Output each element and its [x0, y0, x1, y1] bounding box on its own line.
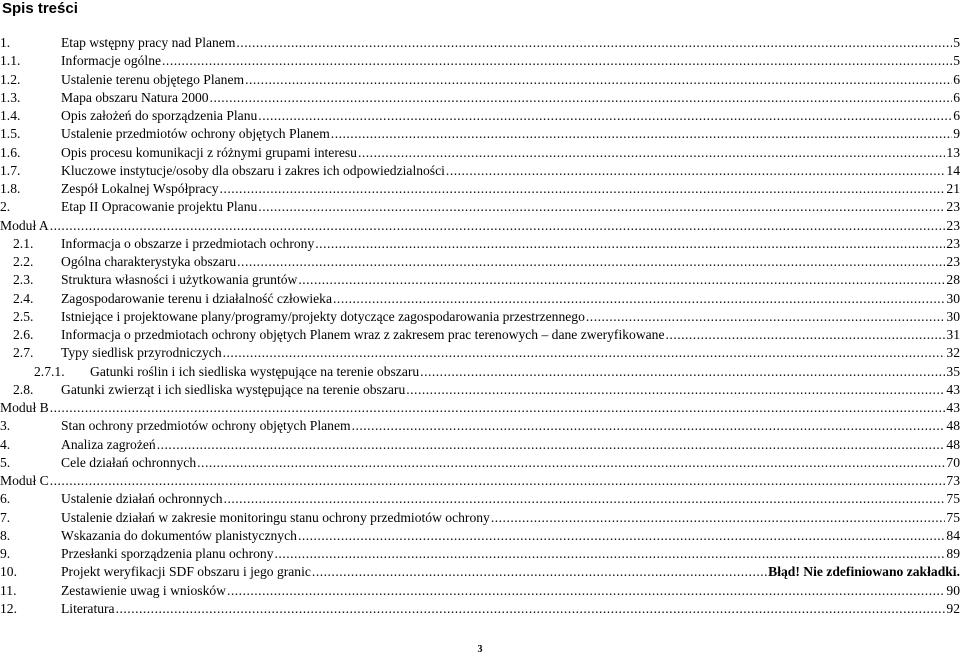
toc-entry-page: 73	[946, 473, 960, 488]
toc-entry-label: Moduł B	[0, 400, 49, 415]
toc-entry-label: Wskazania do dokumentów planistycznych	[61, 527, 297, 543]
toc-dot-leader	[406, 381, 945, 399]
toc-entry-number: 1.	[0, 35, 11, 50]
toc-entry-label: Opis procesu komunikacji z różnymi grupami interesu	[61, 144, 357, 160]
toc-entry-page: 13	[946, 144, 960, 160]
toc-entry-page: 6	[953, 89, 960, 105]
toc-entry-label: Ustalenie terenu objętego Planem	[61, 71, 245, 87]
toc-entry-page: 14	[946, 162, 960, 178]
toc-entry-page: 48	[946, 436, 960, 452]
toc-entry[interactable]	[0, 417, 960, 435]
toc-entry-page: 30	[946, 308, 960, 324]
toc-entry-page: Błąd! Nie zdefiniowano zakładki.	[768, 564, 960, 580]
toc-dot-leader	[312, 563, 767, 581]
toc-entry-page: 5	[953, 35, 960, 50]
toc-entry[interactable]	[0, 454, 960, 472]
toc-entry[interactable]	[0, 527, 960, 545]
toc-entry[interactable]	[0, 545, 960, 563]
toc-entry[interactable]	[0, 144, 960, 162]
toc-entry[interactable]	[0, 235, 960, 253]
toc-entry-label: Istniejące i projektowane plany/programy/projekty dotyczące zagospodarowania przestrzennego	[61, 308, 585, 324]
toc-dot-leader	[446, 162, 945, 180]
toc-entry-number: 1.2.	[0, 71, 21, 87]
toc-entry-number: 2.7.	[13, 345, 34, 361]
toc-entry-label: Mapa obszaru Natura 2000	[61, 89, 209, 105]
page-number: 3	[477, 644, 483, 655]
toc-entry-number: 1.4.	[0, 108, 21, 123]
toc-dot-leader	[258, 198, 945, 216]
toc-entry-page: 21	[946, 181, 960, 196]
toc-entry-page: 48	[946, 418, 960, 434]
toc-entry-label: Ogólna charakterystyka obszaru	[61, 254, 237, 269]
toc-entry-label: Struktura własności i użytkowania gruntów	[61, 272, 298, 288]
toc-dot-leader	[666, 326, 946, 344]
toc-entry-number: 6.	[0, 491, 11, 507]
toc-entry-page: 23	[946, 235, 960, 251]
toc-entry-number: 2.1.	[13, 235, 34, 251]
toc-entry[interactable]	[0, 344, 960, 362]
toc-dot-leader	[220, 180, 946, 198]
toc-entry[interactable]	[0, 253, 960, 271]
toc-dot-leader	[491, 509, 946, 527]
toc-entry-page: 6	[953, 108, 960, 123]
toc-entry-page: 92	[946, 600, 960, 616]
toc-dot-leader	[258, 107, 952, 125]
toc-entry-page: 5	[953, 53, 960, 69]
toc-dot-leader	[227, 582, 945, 600]
toc-dot-leader	[223, 344, 946, 362]
toc-entry-number: 7.	[0, 509, 11, 525]
toc-entry-page: 90	[946, 582, 960, 598]
toc-entry[interactable]	[0, 107, 960, 125]
toc-dot-leader	[275, 545, 946, 563]
toc-entry-page: 23	[946, 199, 960, 215]
toc-dot-leader	[298, 271, 945, 289]
toc-entry-number: 1.1.	[0, 53, 21, 69]
toc-entry-page: 89	[946, 546, 960, 561]
toc-entry-label: Stan ochrony przedmiotów ochrony objętych Planem	[61, 418, 351, 434]
toc-entry-number: 10.	[0, 564, 17, 580]
toc-entry[interactable]	[0, 89, 960, 107]
toc-dot-leader	[331, 125, 952, 143]
toc-entry-number: 2.6.	[13, 327, 34, 342]
toc-dot-leader	[420, 363, 945, 381]
toc-entry-page: 9	[953, 126, 960, 142]
toc-entry-page: 35	[946, 363, 960, 379]
toc-entry-number: 1.5.	[0, 126, 21, 142]
toc-dot-leader	[50, 399, 946, 417]
toc-entry-label: Zespół Lokalnej Współpracy	[61, 181, 219, 196]
toc-entry-label: Ustalenie działań w zakresie monitoringu stanu ochrony przedmiotów ochrony	[61, 509, 490, 525]
toc-entry-label: Cele działań ochronnych	[61, 454, 197, 470]
toc-entry-label: Gatunki roślin i ich siedliska występujące na terenie obszaru	[90, 363, 420, 379]
toc-dot-leader	[586, 308, 946, 326]
toc-entry-number: 3.	[0, 418, 11, 434]
toc-entry-number: 1.7.	[0, 162, 21, 178]
toc-entry-page: 75	[946, 509, 960, 525]
toc-entry[interactable]	[0, 582, 960, 600]
table-of-contents	[0, 34, 960, 618]
toc-dot-leader	[157, 436, 946, 454]
toc-entry-label: Ustalenie przedmiotów ochrony objętych Planem	[61, 126, 330, 142]
toc-entry[interactable]	[0, 563, 960, 581]
toc-entry-number: 2.5.	[13, 308, 34, 324]
toc-entry-label: Gatunki zwierząt i ich siedliska występujące na terenie obszaru	[61, 381, 406, 397]
toc-entry[interactable]	[0, 271, 960, 289]
toc-entry[interactable]	[0, 490, 960, 508]
toc-entry-number: 2.7.1.	[34, 363, 65, 379]
toc-entry-number: 4.	[0, 436, 11, 452]
toc-dot-leader	[358, 144, 945, 162]
toc-entry[interactable]	[0, 381, 960, 399]
toc-entry-number: 12.	[0, 600, 17, 616]
toc-entry-number: 2.8.	[13, 381, 34, 397]
toc-dot-leader	[333, 290, 945, 308]
toc-entry-label: Zagospodarowanie terenu i działalność człowieka	[61, 290, 333, 306]
toc-entry-label: Przesłanki sporządzenia planu ochrony	[61, 546, 274, 561]
toc-dot-leader	[224, 490, 946, 508]
toc-dot-leader	[50, 217, 946, 235]
toc-dot-leader	[236, 34, 952, 52]
toc-entry-label: Informacja o przedmiotach ochrony objętych Planem wraz z zakresem prac terenowych – dane zweryfikowane	[61, 327, 665, 342]
toc-entry-label: Etap II Opracowanie projektu Planu	[61, 199, 258, 215]
toc-entry-label: Kluczowe instytucje/osoby dla obszaru i zakres ich odpowiedzialności	[61, 162, 445, 178]
toc-entry-label: Typy siedlisk przyrodniczych	[61, 345, 222, 361]
toc-entry-number: 1.3.	[0, 89, 21, 105]
toc-entry-label: Opis założeń do sporządzenia Planu	[61, 108, 258, 123]
toc-entry-number: 2.2.	[13, 254, 34, 269]
toc-entry[interactable]	[0, 326, 960, 344]
toc-entry-page: 23	[946, 254, 960, 269]
toc-entry-label: Etap wstępny pracy nad Planem	[61, 35, 236, 50]
toc-entry-number: 2.	[0, 199, 11, 215]
toc-entry[interactable]	[0, 162, 960, 180]
toc-dot-leader	[197, 454, 945, 472]
toc-entry-number: 8.	[0, 527, 11, 543]
toc-entry-page: 30	[946, 290, 960, 306]
toc-entry[interactable]	[0, 34, 960, 52]
toc-entry-page: 6	[953, 71, 960, 87]
toc-entry-page: 43	[946, 381, 960, 397]
toc-entry-label: Ustalenie działań ochronnych	[61, 491, 223, 507]
toc-entry-label: Analiza zagrożeń	[61, 436, 156, 452]
toc-entry-page: 32	[946, 345, 960, 361]
toc-entry-number: 5.	[0, 454, 11, 470]
toc-entry-page: 43	[946, 400, 960, 415]
toc-entry-label: Projekt weryfikacji SDF obszaru i jego granic	[61, 564, 311, 580]
toc-entry[interactable]	[0, 600, 960, 618]
toc-entry-page: 31	[946, 327, 960, 342]
toc-dot-leader	[352, 417, 946, 435]
toc-entry-page: 28	[946, 272, 960, 288]
toc-entry-label: Informacja o obszarze i przedmiotach ochrony	[61, 235, 315, 251]
toc-entry-number: 1.6.	[0, 144, 21, 160]
toc-entry-label: Moduł A	[0, 217, 49, 233]
toc-entry-number: 1.8.	[0, 181, 21, 196]
toc-entry[interactable]	[0, 217, 960, 235]
toc-entry-page: 23	[946, 217, 960, 233]
toc-entry-number: 2.4.	[13, 290, 34, 306]
toc-entry[interactable]	[0, 125, 960, 143]
toc-entry[interactable]	[0, 180, 960, 198]
toc-dot-leader	[237, 253, 945, 271]
toc-title: Spis treści	[2, 0, 78, 17]
toc-entry-page: 84	[946, 527, 960, 543]
toc-entry-number: 11.	[0, 582, 17, 598]
toc-entry[interactable]	[0, 308, 960, 326]
toc-dot-leader	[298, 527, 945, 545]
toc-entry[interactable]	[0, 399, 960, 417]
toc-entry[interactable]	[0, 472, 960, 490]
toc-entry[interactable]	[0, 71, 960, 89]
toc-dot-leader	[245, 71, 952, 89]
toc-entry-label: Informacje ogólne	[61, 53, 162, 69]
toc-entry[interactable]	[0, 290, 960, 308]
toc-entry[interactable]	[0, 363, 960, 381]
toc-dot-leader	[315, 235, 945, 253]
toc-entry-number: 2.3.	[13, 272, 34, 288]
toc-entry-label: Zestawienie uwag i wniosków	[61, 582, 226, 598]
toc-entry[interactable]	[0, 436, 960, 454]
toc-dot-leader	[50, 472, 946, 490]
toc-entry-label: Moduł C	[0, 473, 49, 488]
toc-dot-leader	[162, 52, 952, 70]
toc-entry-page: 75	[946, 491, 960, 507]
toc-entry-page: 70	[946, 454, 960, 470]
toc-entry[interactable]	[0, 52, 960, 70]
toc-entry[interactable]	[0, 509, 960, 527]
toc-dot-leader	[210, 89, 953, 107]
toc-entry-number: 9.	[0, 546, 11, 561]
toc-entry-label: Literatura	[61, 600, 115, 616]
toc-entry[interactable]	[0, 198, 960, 216]
toc-dot-leader	[116, 600, 946, 618]
